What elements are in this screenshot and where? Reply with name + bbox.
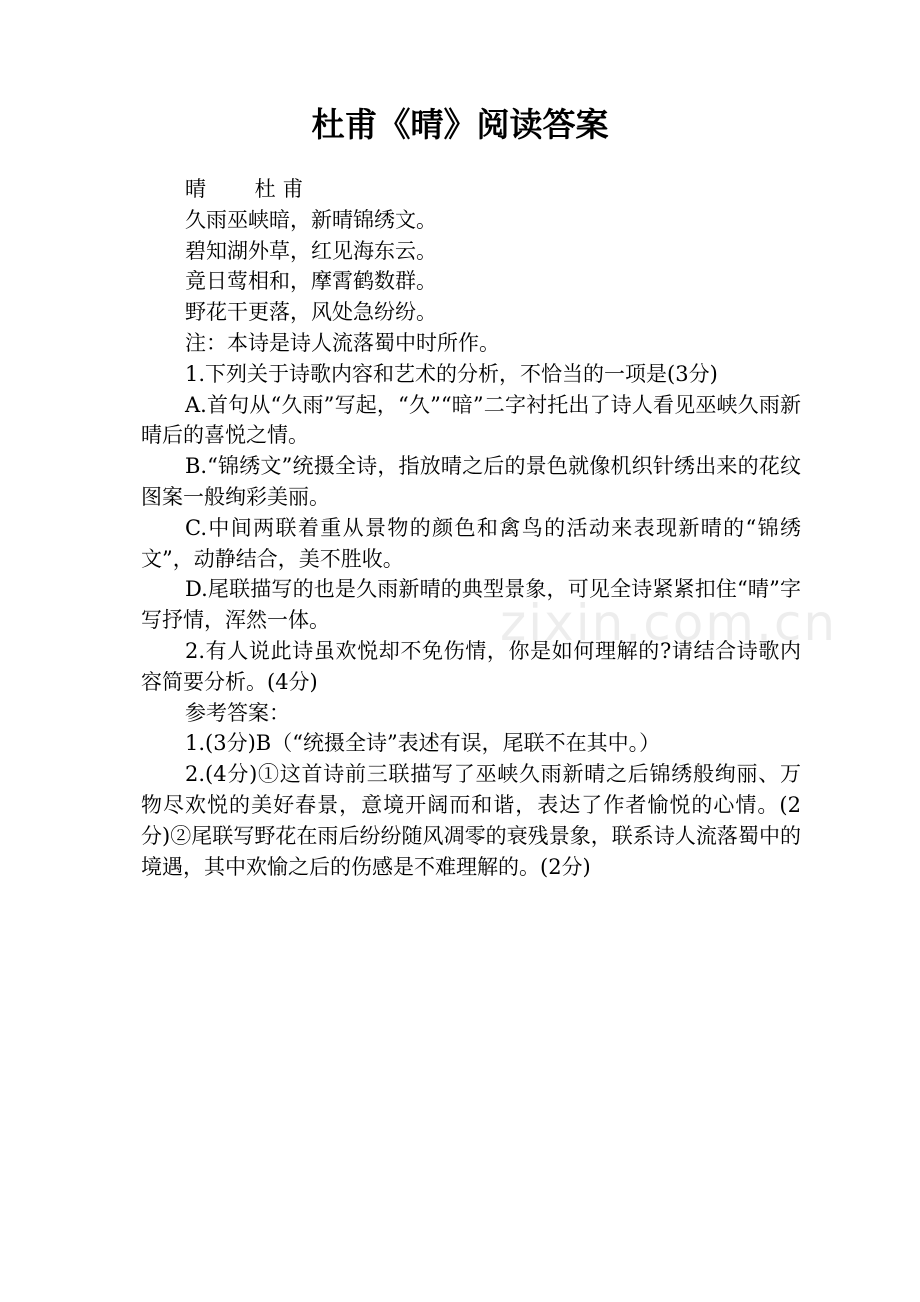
poem-line-1: 久雨巫峡暗，新晴锦绣文。 xyxy=(185,207,437,232)
option-a: A.首句从“久雨”写起，“久”“暗”二字衬托出了诗人看见巫峡久雨新晴后的喜悦之情。 xyxy=(141,392,801,448)
answer-heading: 参考答案： xyxy=(185,700,290,725)
poem-line-3: 竟日莺相和，摩霄鹤数群。 xyxy=(185,269,437,294)
question-2: 2.有人说此诗虽欢悦却不免伤情，你是如何理解的?请结合诗歌内容简要分析。(4分) xyxy=(141,638,801,694)
answer-2: 2.(4分)①这首诗前三联描写了巫峡久雨新晴之后锦绣般绚丽、万物尽欢悦的美好春景，意境开阔而和谐，表达了作者愉悦的心情。(2分)②尾联写野花在雨后纷纷随风凋零的衰残景象，联系诗人流落蜀中的境遇，其中欢愉之后的伤感是不难理解的。(2分) xyxy=(141,762,801,879)
answer-1: 1.(3分)B（“统摄全诗”表述有误，尾联不在其中。） xyxy=(185,731,661,756)
poem-line-4: 野花干更落，风处急纷纷。 xyxy=(185,300,437,325)
document-title: 杜甫《晴》阅读答案 xyxy=(311,105,609,144)
poem-note: 注：本诗是诗人流落蜀中时所作。 xyxy=(185,330,500,355)
option-c: C.中间两联着重从景物的颜色和禽鸟的活动来表现新晴的“锦绣文”，动静结合，美不胜收。 xyxy=(141,515,801,571)
option-b: B.“锦绣文”统摄全诗，指放晴之后的景色就像机织针绣出来的花纹图案一般绚彩美丽。 xyxy=(141,454,801,509)
poem-line-2: 碧知湖外草，红见海东云。 xyxy=(185,238,437,263)
option-d: D.尾联描写的也是久雨新晴的典型景象，可见全诗紧紧扣住“晴”字写抒情，浑然一体。 xyxy=(141,577,801,633)
question-1: 1.下列关于诗歌内容和艺术的分析，不恰当的一项是(3分) xyxy=(185,361,718,386)
watermark: zixin.com.cn xyxy=(500,594,838,652)
poem-heading: 晴 杜 甫 xyxy=(185,177,304,201)
document-body xyxy=(141,174,801,882)
